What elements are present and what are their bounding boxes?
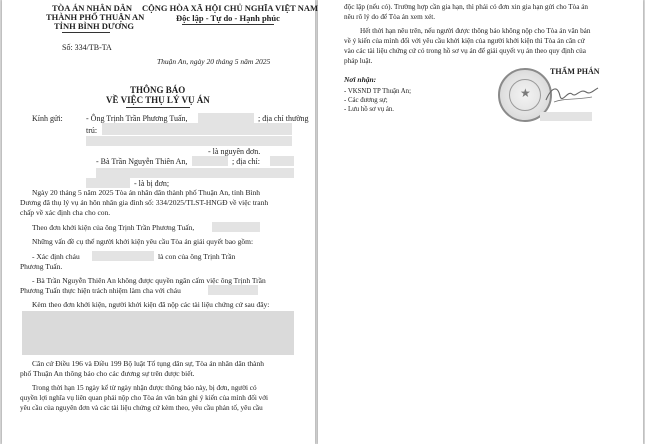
para6-line1: Trong thời hạn 15 ngày kể từ ngày nhận được thông báo này, bị đơn, người có xyxy=(32,384,257,392)
p2-para-mid-line2: về ý kiến của mình đối với yêu cầu khởi kiện của người khởi kiện thì Tòa án căn cứ xyxy=(344,37,585,45)
document-page-1 xyxy=(2,0,319,444)
court-underline xyxy=(62,32,110,33)
title-underline xyxy=(126,107,190,108)
redacted-block xyxy=(198,113,254,123)
recipient2-name: - Bà Trần Nguyễn Thiên An, xyxy=(96,157,188,166)
national-title: CỘNG HÒA XÃ HỘI CHỦ NGHĨA VIỆT NAM xyxy=(142,3,319,13)
title-line1: THÔNG BÁO xyxy=(130,85,186,95)
p2-para-top-line2: nêu rõ lý do để Tòa án xem xét. xyxy=(344,13,436,21)
issue-date: Thuận An, ngày 20 tháng 5 năm 2025 xyxy=(157,57,271,66)
title-line2: VỀ VIỆC THỤ LÝ VỤ ÁN xyxy=(106,95,210,105)
redacted-block xyxy=(92,251,154,261)
document-page-2 xyxy=(318,0,643,444)
recipient-list-item: - Các đương sự; xyxy=(344,97,388,104)
document-number: Số: 334/TB-TA xyxy=(62,43,112,52)
court-name-line1: TÒA ÁN NHÂN DÂN xyxy=(52,3,133,13)
court-seal-stamp: ★ xyxy=(498,68,552,122)
p2-para-mid-line3: vào các tài liệu chứng cứ có trong hồ sơ vụ án để giải quyết vụ án theo quy định của xyxy=(344,47,586,55)
p2-para-mid-line1: Hết thời hạn nêu trên, nếu người được thông báo không nộp cho Tòa án văn bản xyxy=(360,27,591,35)
noi-nhan-label: Nơi nhận: xyxy=(344,75,377,84)
redacted-block xyxy=(86,178,130,188)
item1-prefix: - Xác định cháu xyxy=(32,252,80,261)
item2-line2: Phương Tuấn thực hiện trách nhiệm làm cha với cháu xyxy=(20,286,181,295)
para4: Kèm theo đơn khởi kiện, người khởi kiện đã nộp các tài liệu chứng cứ sau đây: xyxy=(32,300,270,309)
redacted-signer-name xyxy=(540,112,592,121)
item1-line2: Phương Tuấn. xyxy=(20,262,63,271)
kinh-gui-label: Kính gửi: xyxy=(32,114,63,123)
motto-underline xyxy=(182,24,274,25)
recipient-list-item: - VKSND TP Thuận An; xyxy=(344,88,411,95)
para3: Những vấn đề cụ thể người khởi kiện yêu cầu Tòa án giải quyết bao gồm: xyxy=(32,237,254,246)
recipient1-name: - Ông Trịnh Trần Phương Tuấn, xyxy=(86,114,188,123)
para1-line1: Ngày 20 tháng 5 năm 2025 Tòa án nhân dân thành phố Thuận An, tỉnh Bình xyxy=(32,188,261,197)
item2-line1: - Bà Trần Nguyễn Thiên An không được quyền ngăn cấm việc ông Trịnh Trần xyxy=(32,276,266,285)
redacted-block xyxy=(96,168,294,178)
recipient2-role: - là bị đơn; xyxy=(134,179,170,188)
redacted-block xyxy=(208,285,258,295)
recipient1-address-label: ; địa chỉ thường xyxy=(258,114,309,123)
redacted-evidence-list xyxy=(22,311,294,355)
recipient2-address-label: ; địa chỉ: xyxy=(232,157,260,166)
para1-line3: chấp về xác định cha cho con. xyxy=(20,208,111,217)
court-name-line2: THÀNH PHỐ THUẬN AN xyxy=(46,12,145,22)
para6-line2: quyền lợi nghĩa vụ liên quan phải nộp cho Tòa án văn bản ghi ý kiến của mình đối với xyxy=(20,394,269,402)
signer-title: THẨM PHÁN xyxy=(550,67,600,76)
para5-line1: Căn cứ Điều 196 và Điều 199 Bộ luật Tố tụng dân sự, Tòa án nhân dân thành xyxy=(32,359,264,368)
redacted-block xyxy=(270,156,294,166)
recipient1-role: - là nguyên đơn. xyxy=(208,147,261,156)
p2-para-mid-line4: pháp luật. xyxy=(344,57,373,65)
item1-suffix: là con của ông Trịnh Trần xyxy=(158,252,236,261)
para1-line2: Dương đã thụ lý vụ án hôn nhân gia đình số: 334/2025/TLST-HNGĐ về việc tranh xyxy=(20,198,269,207)
para6-line3: yêu cầu của nguyên đơn và các tài liệu chứng cứ kèm theo, yêu cầu phản tố, yêu cầu xyxy=(20,404,263,412)
recipient1-tru-label: trú: xyxy=(86,126,98,135)
redacted-block xyxy=(212,222,260,232)
para5-line2: phố Thuận An thông báo cho các đương sự trên được biết. xyxy=(20,369,195,378)
recipient-list-item: - Lưu hồ sơ vụ án. xyxy=(344,106,394,113)
court-name-line3: TỈNH BÌNH DƯƠNG xyxy=(54,21,134,31)
redacted-block xyxy=(192,156,228,166)
p2-para-top-line1: độc lập (nếu có). Trường hợp cần gia hạn, thì phải có đơn xin gia hạn gửi cho Tòa án xyxy=(344,3,589,11)
national-motto: Độc lập - Tự do - Hạnh phúc xyxy=(176,13,280,23)
para2: Theo đơn khởi kiện của ông Trịnh Trần Phương Tuấn, xyxy=(32,223,195,232)
redacted-block xyxy=(86,136,292,146)
signature-scribble xyxy=(542,82,602,108)
redacted-block xyxy=(102,123,292,135)
